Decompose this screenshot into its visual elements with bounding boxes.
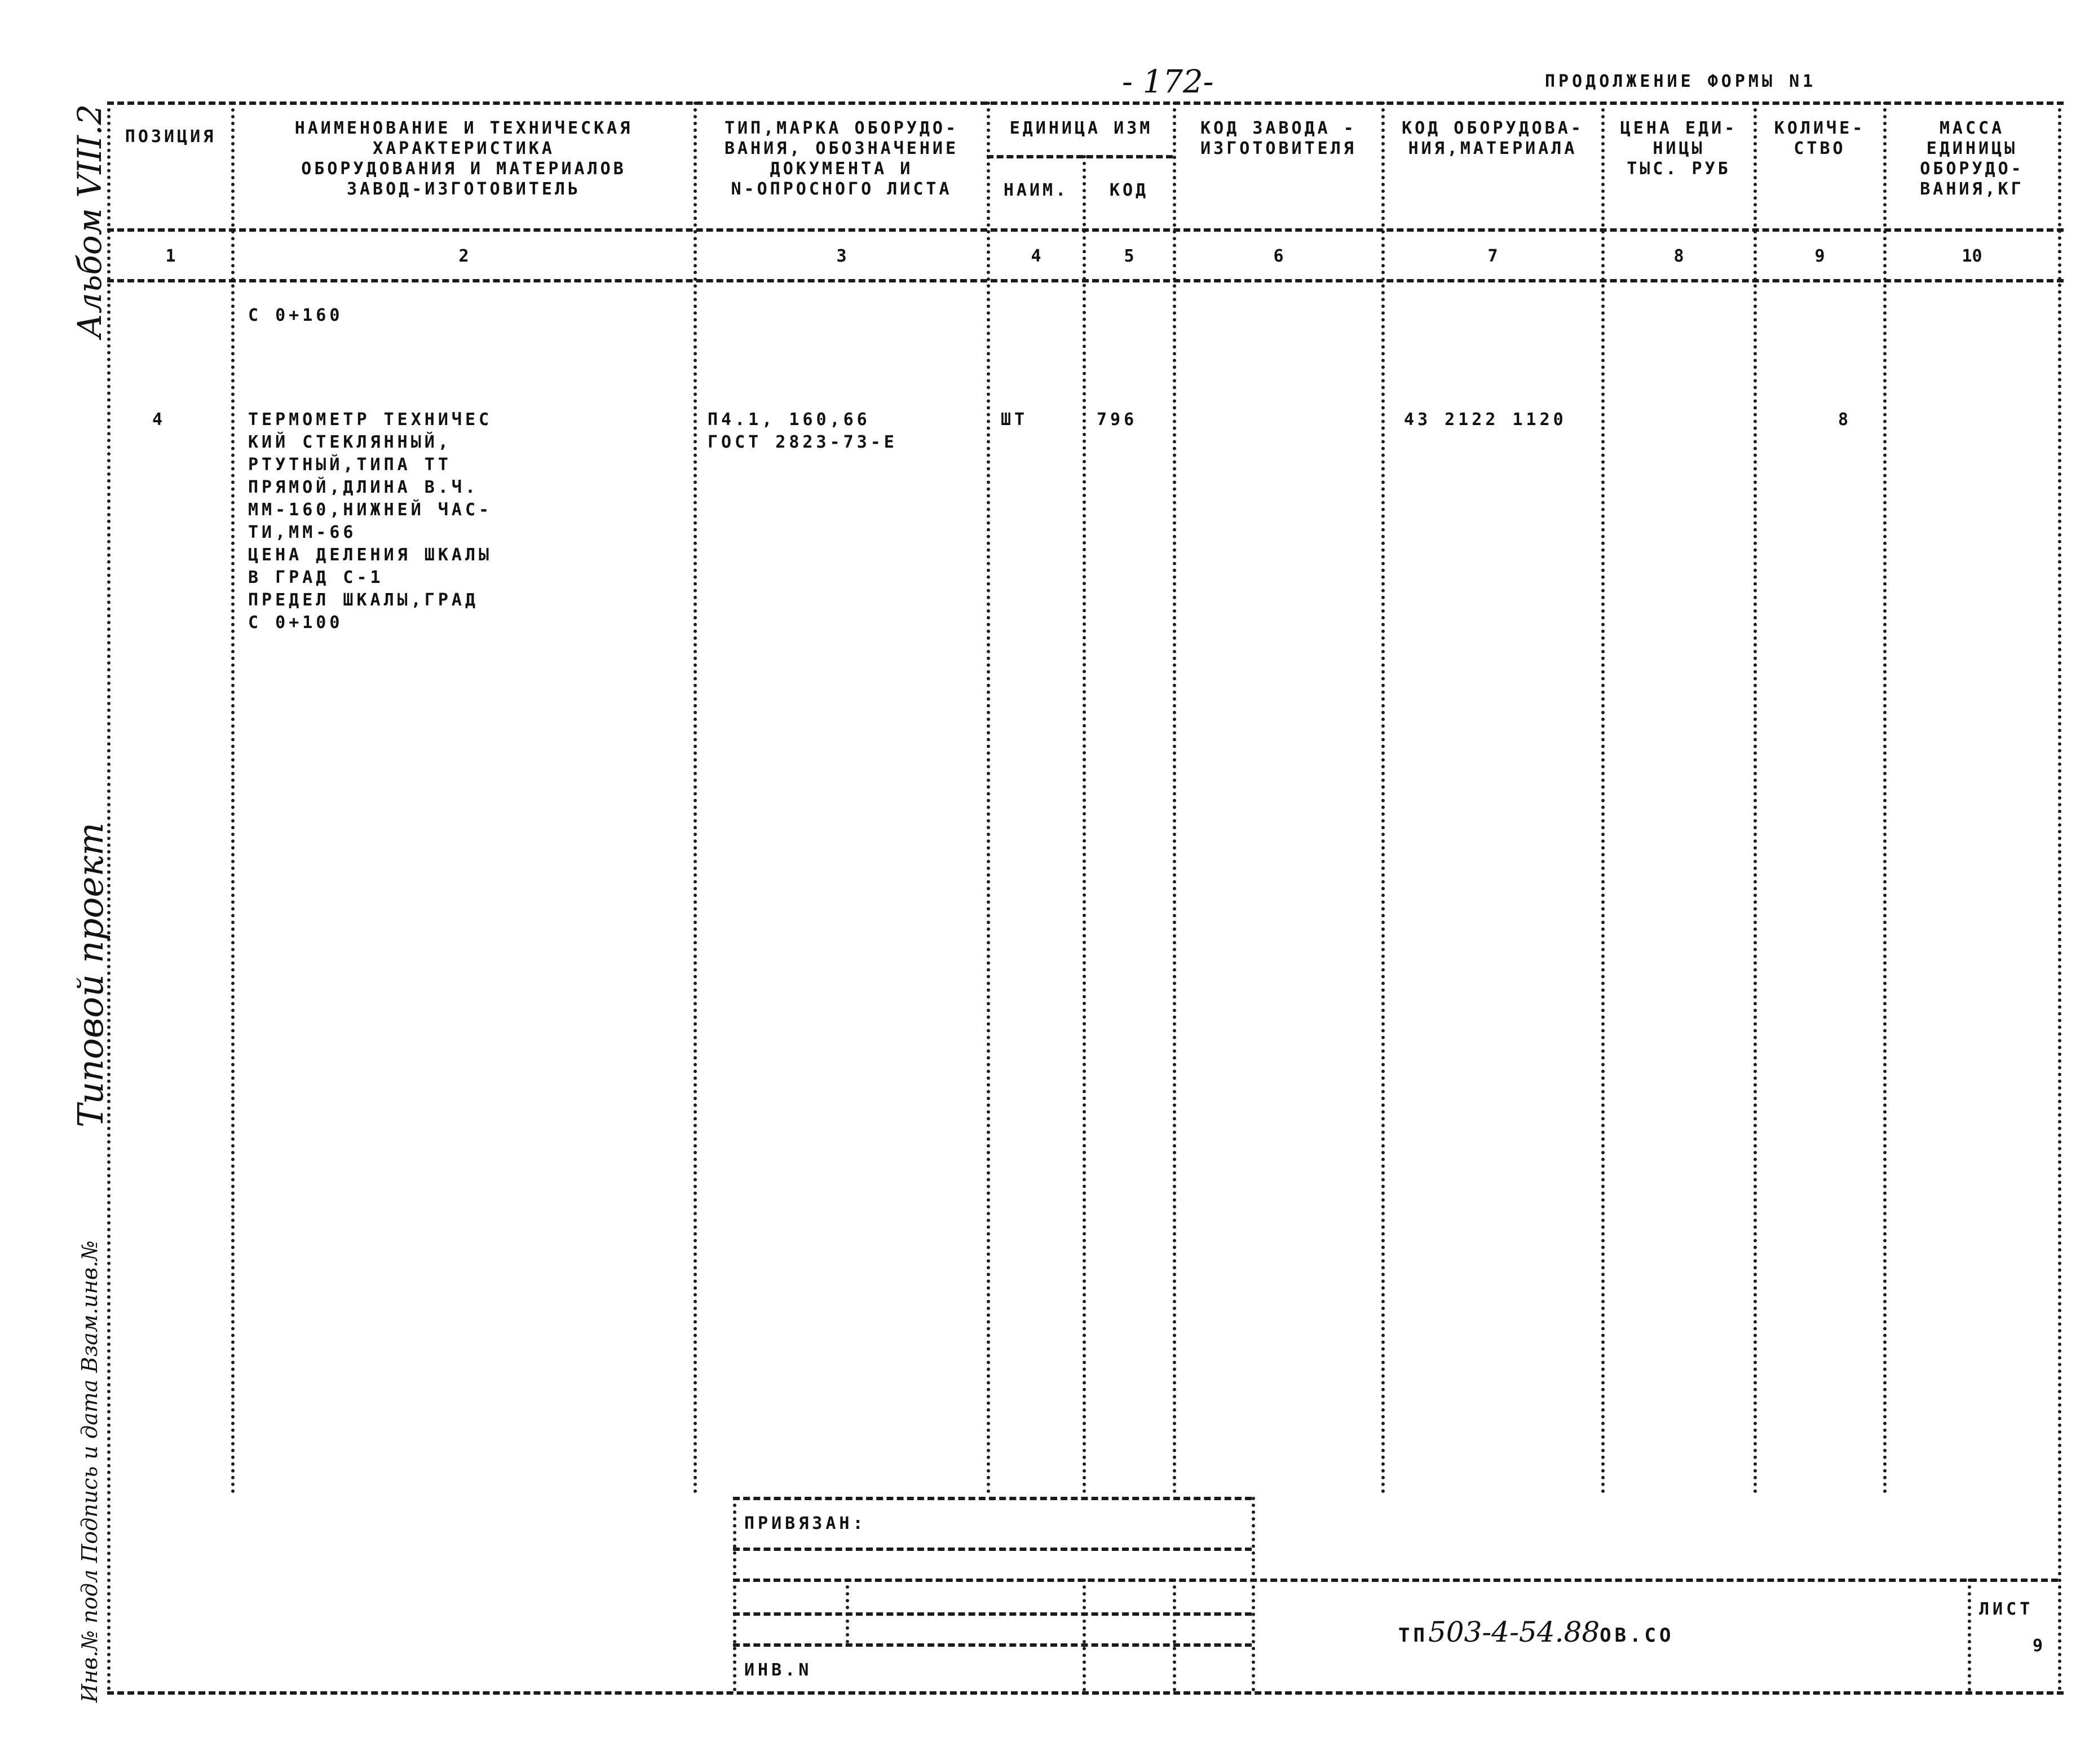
- continuation-title: ПРОДОЛЖЕНИЕ ФОРМЫ N1: [1545, 72, 1817, 91]
- stamp-sep-left: [733, 1497, 736, 1691]
- col-number-2: 2: [458, 246, 469, 266]
- header-unit-group: ЕДИНИЦА ИЗМ: [1009, 118, 1153, 138]
- item-type-line-1: П4.1, 160,66: [708, 410, 871, 430]
- col-sep-9: [1883, 101, 1887, 1494]
- header-col-6: КОД ЗАВОДА - ИЗГОТОВИТЕЛЯ: [1200, 118, 1357, 158]
- rule-unit-split: [987, 155, 1173, 158]
- document-code: [1398, 1618, 1675, 1646]
- col-number-4: 4: [1031, 246, 1041, 266]
- header-col-9: КОЛИЧЕ- СТВО: [1774, 118, 1866, 158]
- stamp-sep-a: [846, 1579, 849, 1643]
- item-name-line-5: ММ-160,НИЖНЕЙ ЧАС-: [248, 500, 493, 520]
- col-number-7: 7: [1487, 246, 1498, 266]
- stamp-rule-2: [733, 1548, 1252, 1551]
- col-number-5: 5: [1124, 246, 1134, 266]
- side-album-label: Альбом VIII.2: [70, 104, 109, 338]
- stamp-inv-label: ИНВ.N: [744, 1660, 812, 1680]
- page-number: - 172-: [1122, 64, 1214, 100]
- item-name-line-3: РТУТНЫЙ,ТИПА ТТ: [248, 455, 452, 475]
- header-col-4: НАИМ.: [1003, 180, 1069, 200]
- border-left: [107, 101, 111, 1691]
- carryover-line: С 0+160: [248, 306, 343, 325]
- side-stamp-label: Инв.№ подл Подпись и дата Взам.инв.№: [77, 1240, 102, 1703]
- header-col-2: НАИМЕНОВАНИЕ И ТЕХНИЧЕСКАЯ ХАРАКТЕРИСТИКА ОБОРУДОВАНИЯ И МАТЕРИАЛОВ ЗАВОД-ИЗГОТОВИТЕЛЬ: [294, 118, 633, 199]
- col-number-6: 6: [1273, 246, 1284, 266]
- item-type-line-2: ГОСТ 2823-73-Е: [708, 432, 898, 452]
- stamp-sheet-label: ЛИСТ: [1979, 1599, 2034, 1619]
- rule-top: [107, 101, 2064, 105]
- item-name-line-7: ЦЕНА ДЕЛЕНИЯ ШКАЛЫ: [248, 545, 493, 565]
- col-sep-7: [1601, 101, 1605, 1494]
- item-unit-name: ШТ: [1001, 410, 1028, 430]
- item-quantity: 8: [1838, 410, 1852, 430]
- col-sep-3: [987, 101, 990, 1494]
- item-name-line-8: В ГРАД С-1: [248, 568, 384, 587]
- item-material-code: 43 2122 1120: [1404, 410, 1567, 430]
- stamp-rule-3: [733, 1579, 2058, 1582]
- header-col-8: ЦЕНА ЕДИ- НИЦЫ ТЫС. РУБ: [1620, 118, 1738, 179]
- item-name-line-2: КИЙ СТЕКЛЯННЫЙ,: [248, 432, 452, 452]
- item-name-line-9: ПРЕДЕЛ ШКАЛЫ,ГРАД: [248, 590, 479, 610]
- col-number-3: 3: [836, 246, 847, 266]
- col-sep-1: [231, 101, 235, 1494]
- stamp-sheet-number: 9: [2033, 1636, 2047, 1656]
- code-handwritten: 503-4-54.88: [1428, 1616, 1600, 1648]
- border-right: [2058, 101, 2061, 1691]
- col-sep-8: [1754, 101, 1757, 1494]
- col-sep-5: [1173, 101, 1176, 1494]
- col-sep-4: [1083, 155, 1086, 1494]
- stamp-sep-c: [1173, 1579, 1176, 1691]
- header-col-3: ТИП,МАРКА ОБОРУДО- ВАНИЯ, ОБОЗНАЧЕНИЕ ДОКУМЕНТА И N-ОПРОСНОГО ЛИСТА: [724, 118, 959, 199]
- item-name-line-6: ТИ,ММ-66: [248, 523, 357, 542]
- code-printed-suffix: ОВ.СО: [1600, 1624, 1675, 1647]
- col-number-9: 9: [1814, 246, 1825, 266]
- rule-bottom: [107, 1691, 2064, 1695]
- item-unit-code: 796: [1097, 410, 1138, 430]
- header-col-7: КОД ОБОРУДОВА- НИЯ,МАТЕРИАЛА: [1402, 118, 1584, 158]
- stamp-rule-1: [733, 1497, 1252, 1500]
- item-name-line-4: ПРЯМОЙ,ДЛИНА В.Ч.: [248, 478, 479, 497]
- item-name-line-1: ТЕРМОМЕТР ТЕХНИЧЕС: [248, 410, 493, 430]
- item-position: 4: [152, 410, 166, 430]
- col-sep-2: [694, 101, 697, 1494]
- stamp-sep-sheet: [1968, 1579, 1971, 1691]
- col-number-10: 10: [1962, 246, 1982, 266]
- header-col-5: КОД: [1109, 180, 1149, 200]
- col-number-8: 8: [1673, 246, 1684, 266]
- col-number-1: 1: [165, 246, 176, 266]
- stamp-bound-label: ПРИВЯЗАН:: [744, 1514, 867, 1533]
- stamp-sep-right: [1252, 1497, 1255, 1691]
- header-col-10: МАССА ЕДИНИЦЫ ОБОРУДО- ВАНИЯ,КГ: [1920, 118, 2024, 199]
- side-project-label: Типовой проект: [70, 822, 111, 1128]
- code-printed-prefix: ТП: [1398, 1624, 1428, 1647]
- stamp-sep-b: [1083, 1579, 1086, 1691]
- col-sep-6: [1381, 101, 1385, 1494]
- header-col-1: ПОЗИЦИЯ: [125, 127, 217, 147]
- item-name-line-10: С 0+100: [248, 613, 343, 633]
